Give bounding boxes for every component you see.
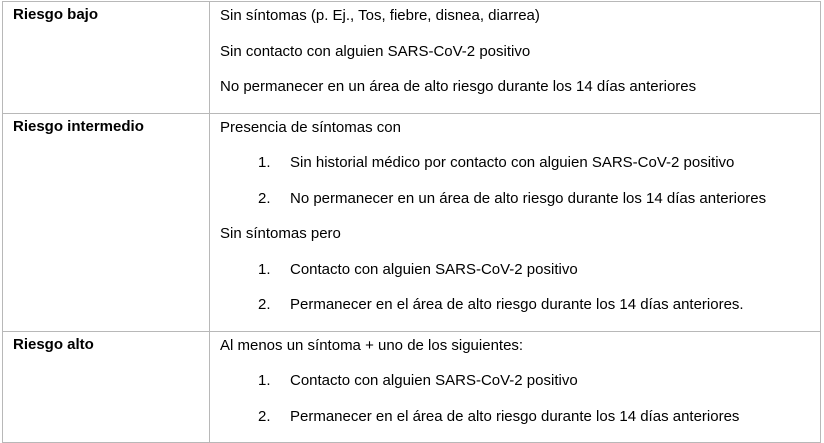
criterion-text: Sin síntomas (p. Ej., Tos, fiebre, disnea, diarrea) [220, 7, 540, 24]
risk-level-label: Riesgo bajo [3, 2, 210, 114]
list-item-text: Permanecer en el área de alto riesgo durante los 14 días anteriores [290, 407, 740, 425]
criterion-intro: Presencia de síntomas con [220, 118, 401, 136]
risk-description [210, 2, 821, 114]
list-item [220, 260, 820, 296]
list-item [220, 407, 820, 443]
list-item [220, 371, 820, 407]
risk-table [2, 1, 821, 443]
table-row-riesgo-bajo [3, 2, 821, 114]
table-row-riesgo-intermedio [3, 113, 821, 331]
risk-description [210, 331, 821, 443]
list-item [220, 189, 820, 225]
list-item-text: Contacto con alguien SARS-CoV-2 positivo [290, 372, 578, 389]
risk-level-label: Riesgo alto [3, 331, 210, 443]
list-number: 1. [258, 372, 271, 389]
list-number: 2. [258, 407, 271, 425]
list-item-text: Contacto con alguien SARS-CoV-2 positivo [290, 260, 578, 278]
list-number: 2. [258, 296, 271, 313]
list-number: 2. [258, 189, 271, 207]
list-number: 1. [258, 260, 271, 278]
list-number: 1. [258, 154, 271, 171]
list-item [220, 153, 820, 189]
table-row-riesgo-alto [3, 331, 821, 443]
criterion-intro: Sin síntomas pero [220, 225, 341, 242]
list-item-text: No permanecer en un área de alto riesgo durante los 14 días anteriores [290, 189, 767, 207]
list-item-text: Sin historial médico por contacto con alguien SARS-CoV-2 positivo [290, 154, 735, 171]
risk-description [210, 113, 821, 331]
criterion-text: No permanecer en un área de alto riesgo durante los 14 días anteriores [220, 78, 697, 95]
list-item [220, 295, 820, 331]
criterion-intro: Al menos un síntoma + uno de los siguientes: [220, 336, 524, 354]
criterion-text: Sin contacto con alguien SARS-CoV-2 positivo [220, 42, 531, 60]
risk-level-label: Riesgo intermedio [3, 113, 210, 331]
list-item-text: Permanecer en el área de alto riesgo durante los 14 días anteriores. [290, 296, 744, 313]
